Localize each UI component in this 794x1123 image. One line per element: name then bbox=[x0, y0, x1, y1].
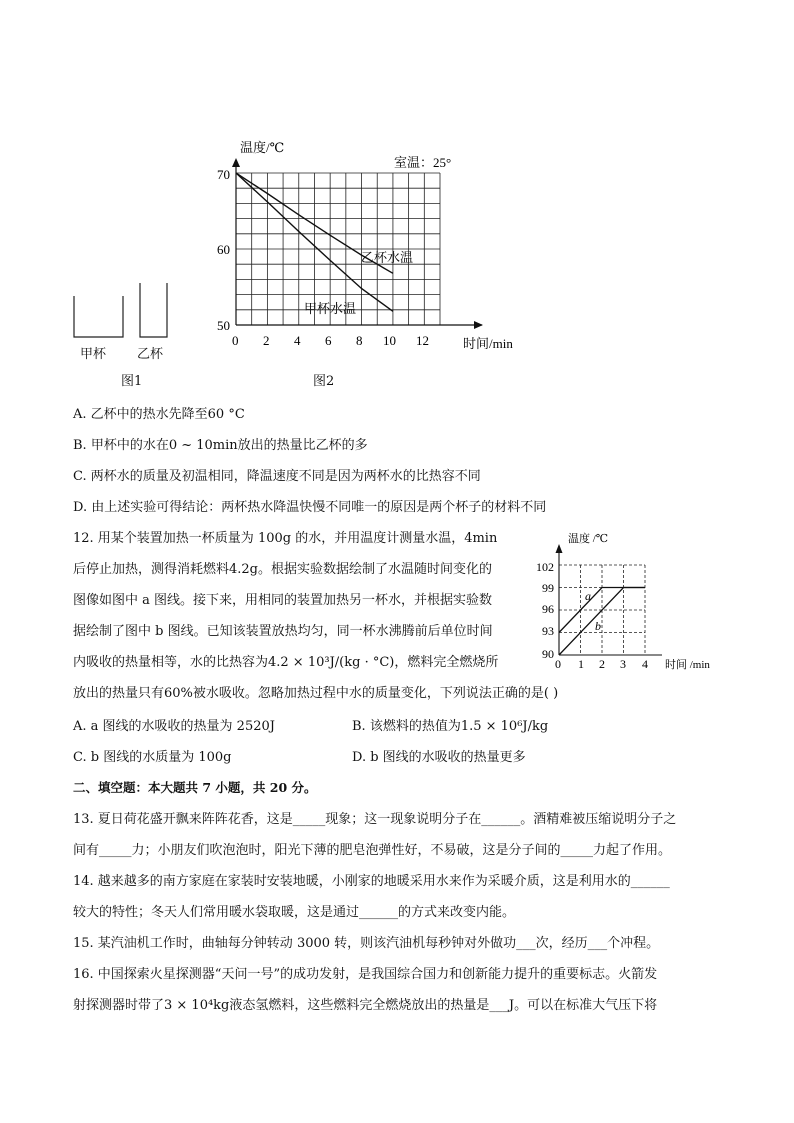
y-axis-label: 温度/℃ bbox=[240, 140, 285, 155]
q15-line: 15. 某汽油机工作时，曲轴每分钟转动 3000 转，则该汽油机每秒钟对外做功___次，经历___个冲程。 bbox=[73, 936, 660, 951]
x-axis-label: 时间/min bbox=[463, 336, 513, 351]
x-tick-label: 10 bbox=[383, 333, 396, 348]
x-tick-label: 4 bbox=[294, 333, 301, 348]
x-axis-arrow bbox=[474, 321, 483, 329]
x-tick-label: 0 bbox=[232, 333, 239, 348]
q14-line-1: 14. 越来越多的南方家庭在家装时安装地暖，小刚家的地暖采用水来作为采暖介质，这是利用水的______ bbox=[73, 874, 670, 889]
y-tick-label: 96 bbox=[542, 602, 554, 616]
y-tick-label: 70 bbox=[217, 167, 230, 182]
series-label-b: b bbox=[595, 619, 601, 633]
y-tick-label: 50 bbox=[217, 318, 230, 333]
y-tick-label: 102 bbox=[536, 560, 554, 574]
x-tick-label: 3 bbox=[620, 657, 626, 671]
figure-2-caption: 图2 bbox=[313, 374, 335, 389]
q12-option-b: B. 该燃料的热值为1.5 × 10⁶J/kg bbox=[352, 719, 549, 734]
q11-option-a: A. 乙杯中的热水先降至60 °C bbox=[73, 407, 245, 422]
cups-drawing bbox=[70, 280, 180, 340]
q12-line-2: 后停止加热，测得消耗燃料4.2g。根据实验数据绘制了水温随时间变化的 bbox=[73, 562, 492, 577]
x-tick-label: 1 bbox=[578, 657, 584, 671]
series-label-b: 乙杯水温 bbox=[361, 250, 414, 265]
q13-line-2: 间有_____力；小朋友们吹泡泡时，阳光下薄的肥皂泡弹性好，不易破，这是分子间的_____力起了作用。 bbox=[73, 843, 672, 858]
q16-line-1: 16. 中国探索火星探测器“天问一号”的成功发射，是我国综合国力和创新能力提升的重要标志。火箭发 bbox=[73, 967, 658, 982]
cup-a-label: 甲杯 bbox=[80, 347, 107, 362]
x-tick-label: 2 bbox=[599, 657, 605, 671]
q12-option-d: D. b 图线的水吸收的热量更多 bbox=[352, 750, 526, 765]
x-tick-label: 6 bbox=[325, 333, 332, 348]
q12-line-3: 图像如图中 a 图线。接下来，用相同的装置加热另一杯水，并根据实验数 bbox=[73, 593, 493, 608]
x-tick-label: 0 bbox=[555, 657, 561, 671]
x-tick-label: 2 bbox=[263, 333, 270, 348]
q12-line-5: 内吸收的热量相等，水的比热容为4.2 × 10³J/(kg · °C)，燃料完全燃烧所 bbox=[73, 655, 499, 670]
figure-1-caption: 图1 bbox=[121, 374, 143, 389]
y-tick-label: 60 bbox=[217, 242, 230, 257]
cup-b-shape bbox=[140, 283, 167, 337]
x-tick-label: 12 bbox=[416, 333, 429, 348]
x-tick-label: 4 bbox=[642, 657, 648, 671]
q16-line-2: 射探测器时带了3 × 10⁴kg液态氢燃料，这些燃料完全燃烧放出的热量是___J。可以在标准大气压下将 bbox=[73, 998, 658, 1013]
q13-line-1: 13. 夏日荷花盛开飘来阵阵花香，这是_____现象；这一现象说明分子在______。酒精难被压缩说明分子之 bbox=[73, 812, 677, 827]
y-tick-label: 93 bbox=[542, 624, 554, 638]
x-tick-label: 8 bbox=[356, 333, 363, 348]
x-axis-label: 时间 /min bbox=[665, 659, 710, 671]
y-axis-label: 温度 /℃ bbox=[568, 533, 609, 545]
q12-option-c: C. b 图线的水质量为 100g bbox=[73, 750, 232, 765]
y-axis-arrow bbox=[556, 544, 563, 553]
y-tick-label: 99 bbox=[542, 581, 554, 595]
q12-line-1: 12. 用某个装置加热一杯质量为 100g 的水，并用温度计测量水温，4min bbox=[73, 531, 498, 546]
q14-line-2: 较大的特性；冬天人们常用暖水袋取暖，这是通过______的方式来改变内能。 bbox=[73, 905, 516, 920]
room-temp-label: 室温：25° bbox=[394, 155, 452, 170]
q12-option-a: A. a 图线的水吸收的热量为 2520J bbox=[73, 719, 275, 734]
q11-option-c: C. 两杯水的质量及初温相同，降温速度不同是因为两杯水的比热容不同 bbox=[73, 469, 481, 484]
y-axis-arrow bbox=[232, 158, 240, 167]
heating-chart bbox=[530, 527, 730, 675]
cooling-chart bbox=[210, 130, 530, 362]
section-2-heading: 二、填空题：本大题共 7 小题，共 20 分。 bbox=[73, 780, 317, 795]
q11-option-d: D. 由上述实验可得结论：两杯热水降温快慢不同唯一的原因是两个杯子的材料不同 bbox=[73, 500, 547, 515]
cup-a-shape bbox=[74, 296, 123, 337]
cup-b-label: 乙杯 bbox=[137, 347, 164, 362]
y-tick-label: 90 bbox=[542, 647, 554, 661]
q12-line-4: 据绘制了图中 b 图线。已知该装置放热均匀，同一杯水沸腾前后单位时间 bbox=[73, 624, 493, 639]
q12-line-6: 放出的热量只有60%被水吸收。忽略加热过程中水的质量变化，下列说法正确的是( ) bbox=[73, 686, 559, 701]
series-label-a: a bbox=[585, 589, 591, 603]
series-label-a: 甲杯水温 bbox=[304, 301, 357, 316]
q11-option-b: B. 甲杯中的水在0 ~ 10min放出的热量比乙杯的多 bbox=[73, 438, 368, 453]
